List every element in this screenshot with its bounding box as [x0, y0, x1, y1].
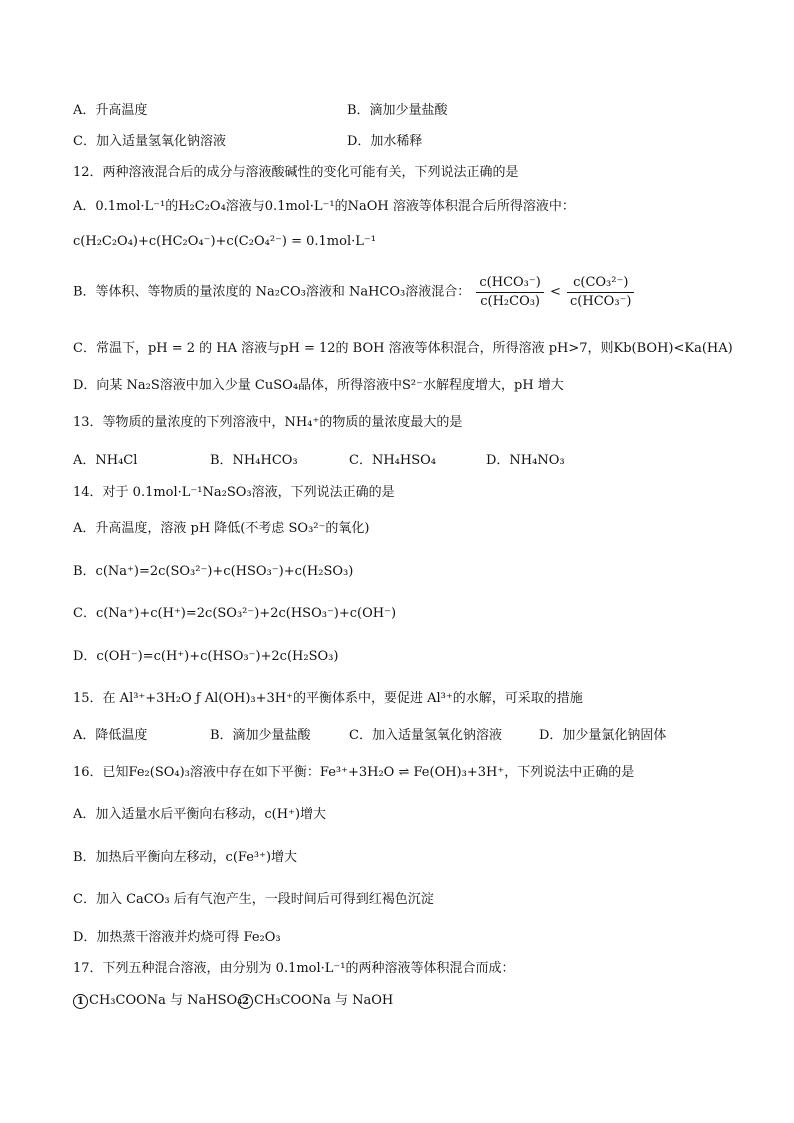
q16-option-c: C．加入 CaCO₃ 后有气泡产生，一段时间后可得到红褐色沉淀: [73, 892, 434, 907]
q12-option-c: C．常温下，pH = 2 的 HA 溶液与pH = 12的 BOH 溶液等体积混合，所得溶液 pH>7，则Kb(BOH)<Ka(HA): [73, 341, 733, 356]
q13-option-c: C．NH₄HSO₄: [349, 453, 436, 468]
q11-option-b: B．滴加少量盐酸: [347, 103, 448, 118]
q13-option-d: D．NH₄NO₃: [486, 453, 565, 468]
circled-number-2: 2: [238, 994, 253, 1009]
q17-stem: 17．下列五种混合溶液，由分别为 0.1mol·L⁻¹的两种溶液等体积混合而成：: [73, 961, 515, 976]
q17-mixture-2: [238, 992, 393, 1010]
q12-fraction-1-denominator: c(H₂CO₃): [480, 294, 541, 309]
q13-option-a: A．NH₄Cl: [73, 453, 138, 468]
q15-option-a: A．降低温度: [73, 728, 148, 743]
q14-option-a: A．升高温度，溶液 pH 降低(不考虑 SO₃²⁻的氧化): [73, 521, 370, 536]
circled-number-1: 1: [73, 994, 88, 1009]
q15-stem: 15．在 Al³⁺+3H₂O ƒ Al(OH)₃+3H⁺的平衡体系中，要促进 Al³⁺的水解，可采取的措施: [73, 691, 583, 706]
q16-option-d: D．加热蒸干溶液并灼烧可得 Fe₂O₃: [73, 930, 281, 945]
q11-option-a: A．升高温度: [73, 103, 148, 118]
q12-fraction-1: [476, 274, 543, 311]
q11-option-d: D．加水稀释: [347, 134, 423, 149]
q13-stem: 13．等物质的量浓度的下列溶液中，NH₄⁺的物质的量浓度最大的是: [73, 415, 463, 430]
q12-fraction-1-numerator: c(HCO₃⁻): [476, 274, 543, 293]
q16-option-b: B．加热后平衡向左移动，c(Fe³⁺)增大: [73, 850, 298, 865]
q12-option-d: D．向某 Na₂S溶液中加入少量 CuSO₄晶体，所得溶液中S²⁻水解程度增大，pH 增大: [73, 378, 564, 393]
q16-stem: 16．已知Fe₂(SO₄)₃溶液中存在如下平衡：Fe³⁺+3H₂O ⇌ Fe(OH)₃+3H⁺，下列说法中正确的是: [73, 765, 635, 780]
q12-comparison-operator: <: [549, 284, 561, 300]
q17-mixture-2-text: CH₃COONa 与 NaOH: [254, 993, 394, 1008]
q12-fraction-2: [567, 274, 634, 311]
q15-option-d: D．加少量氯化钠固体: [539, 728, 667, 743]
q15-option-c: C．加入适量氢氧化钠溶液: [349, 728, 502, 743]
q16-option-a: A．加入适量水后平衡向右移动，c(H⁺)增大: [73, 807, 327, 822]
q15-option-b: B．滴加少量盐酸: [210, 728, 311, 743]
q12-option-b: [73, 274, 636, 311]
q12-option-b-prefix: B．等体积、等物质的量浓度的 Na₂CO₃溶液和 NaHCO₃溶液混合：: [73, 284, 471, 300]
q13-option-b: B．NH₄HCO₃: [210, 453, 298, 468]
q17-mixture-1: [73, 992, 242, 1010]
q12-stem: 12．两种溶液混合后的成分与溶液酸碱性的变化可能有关，下列说法正确的是: [73, 165, 519, 180]
q17-mixture-1-text: CH₃COONa 与 NaHSO₄: [89, 993, 243, 1008]
q14-option-c: C．c(Na⁺)+c(H⁺)=2c(SO₃²⁻)+2c(HSO₃⁻)+c(OH⁻): [73, 606, 397, 621]
q11-option-c: C．加入适量氢氧化钠溶液: [73, 134, 226, 149]
q12-fraction-2-numerator: c(CO₃²⁻): [567, 274, 634, 293]
q14-option-d: D．c(OH⁻)=c(H⁺)+c(HSO₃⁻)+2c(H₂SO₃): [73, 649, 339, 664]
q12-option-a: A．0.1mol·L⁻¹的H₂C₂O₄溶液与0.1mol·L⁻¹的NaOH 溶液等体积混合后所得溶液中：: [73, 199, 575, 214]
q14-stem: 14．对于 0.1mol·L⁻¹Na₂SO₃溶液，下列说法正确的是: [73, 485, 395, 500]
q12-fraction-2-denominator: c(HCO₃⁻): [570, 294, 632, 309]
q12-option-a-equation: c(H₂C₂O₄)+c(HC₂O₄⁻)+c(C₂O₄²⁻) = 0.1mol·L⁻¹: [73, 234, 376, 249]
q14-option-b: B．c(Na⁺)=2c(SO₃²⁻)+c(HSO₃⁻)+c(H₂SO₃): [73, 564, 354, 579]
